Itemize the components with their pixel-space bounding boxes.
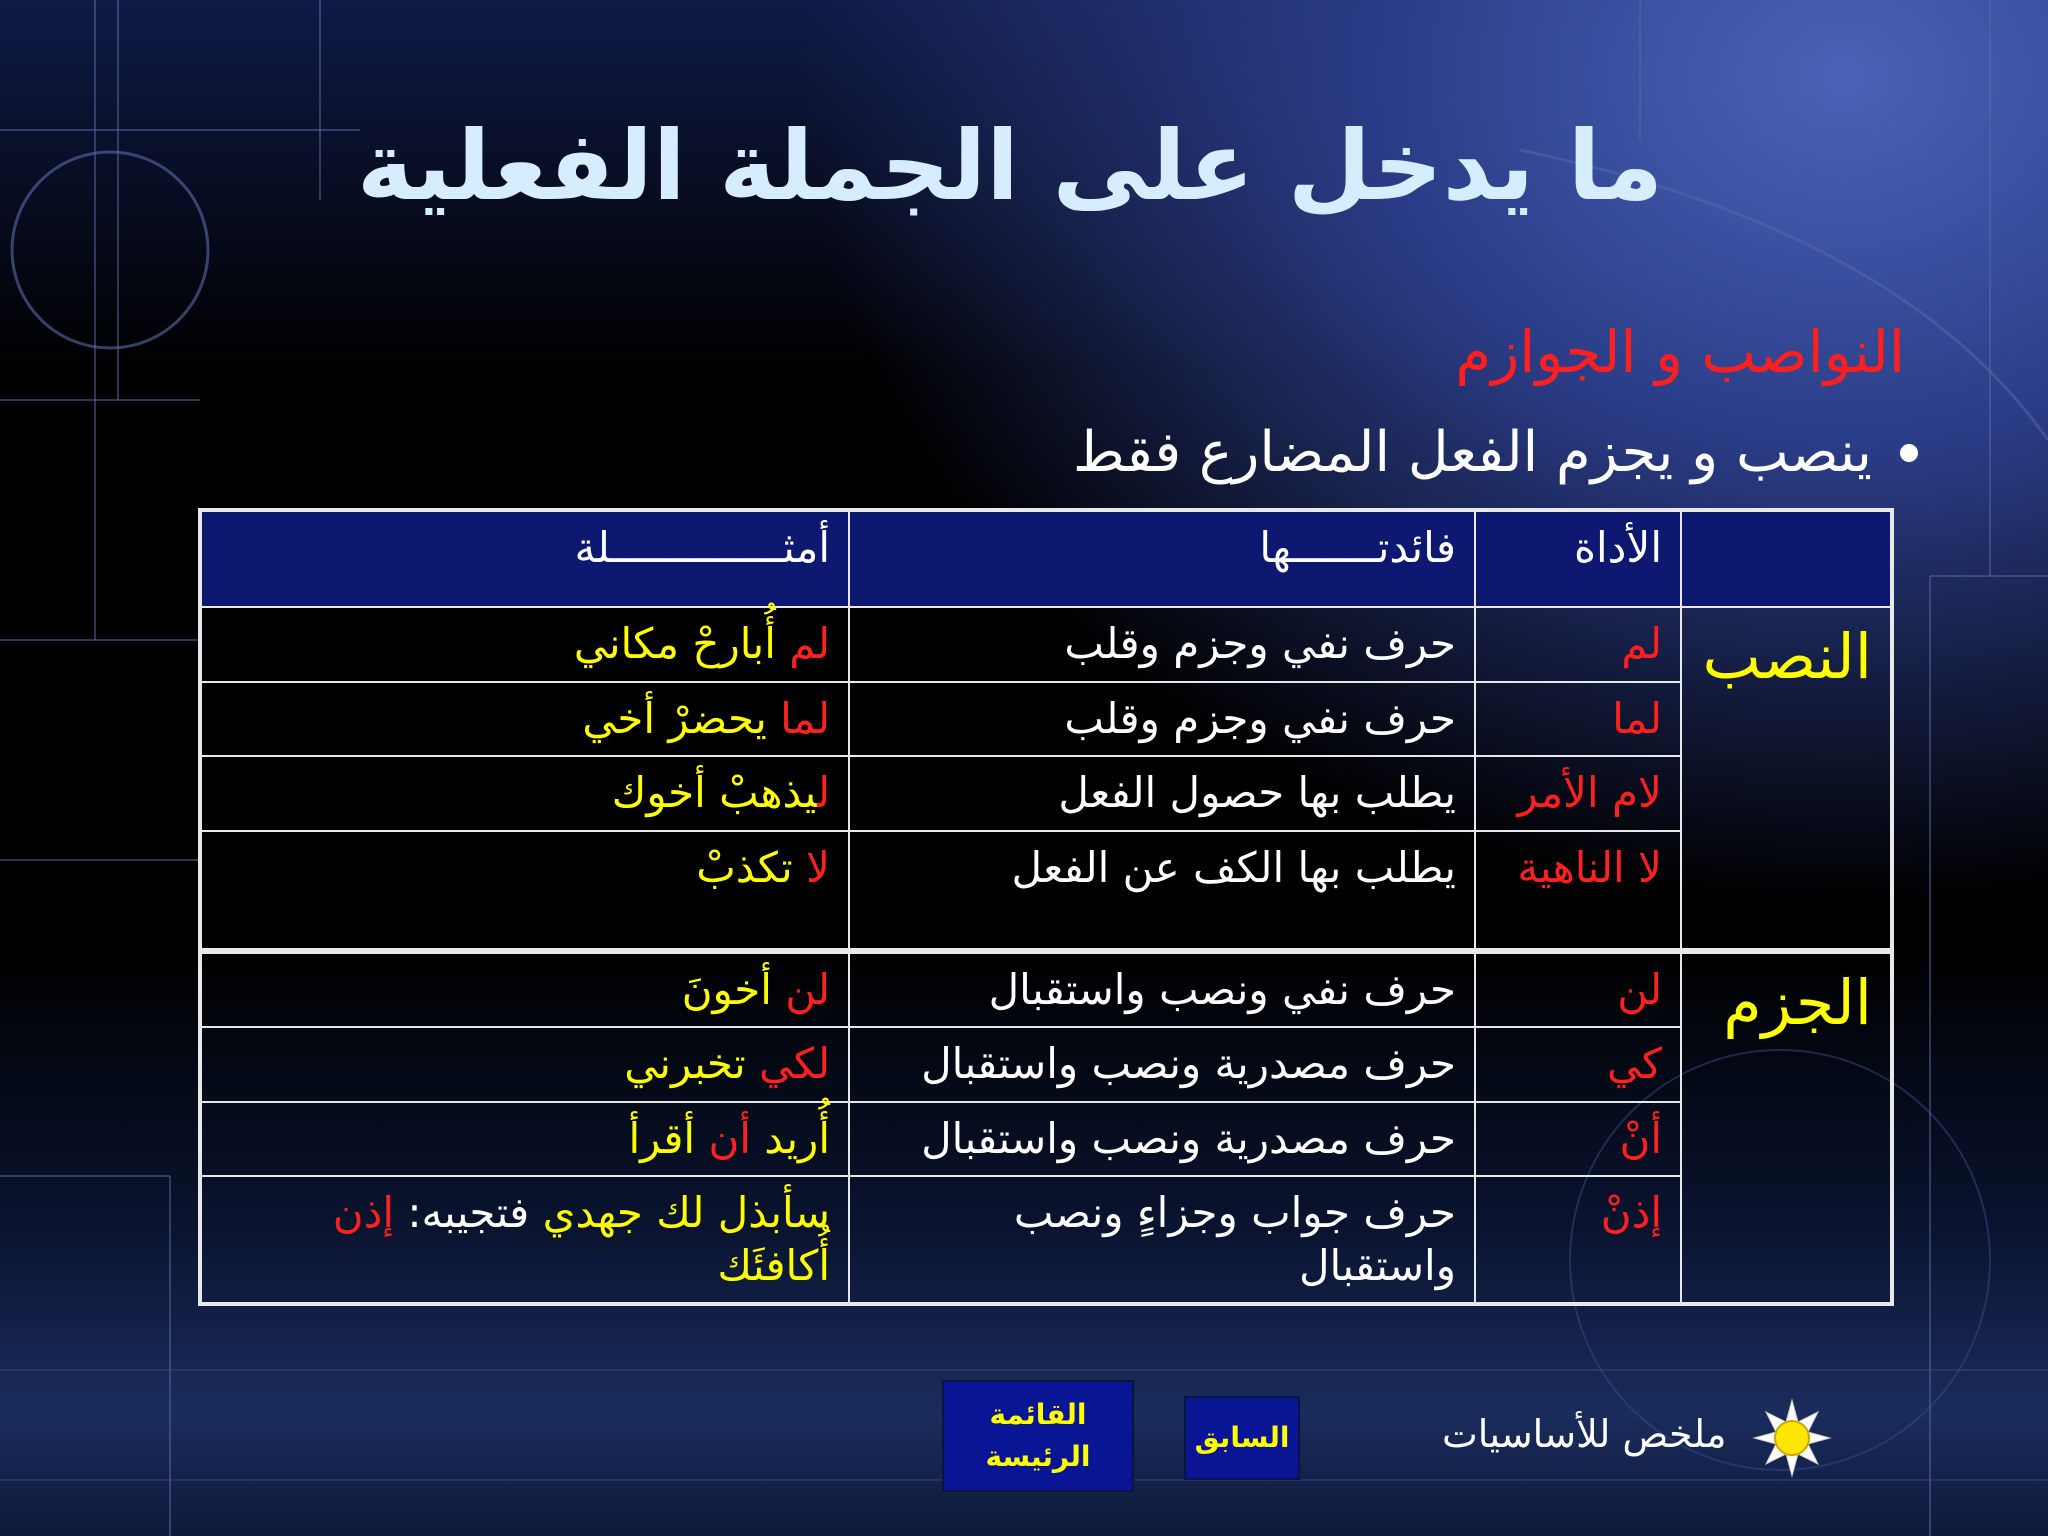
benefit-cell: حرف مصدرية ونصب واستقبال bbox=[849, 1102, 1475, 1177]
tool-cell: لام الأمر bbox=[1475, 756, 1681, 831]
benefit-cell: يطلب بها حصول الفعل bbox=[849, 756, 1475, 831]
benefit-cell: حرف نفي وجزم وقلب bbox=[849, 607, 1475, 682]
example-prefix: أُريد bbox=[750, 1113, 830, 1163]
group-label-nasb: النصب bbox=[1681, 607, 1892, 951]
bullet-point bbox=[1073, 420, 1918, 485]
example-cell bbox=[200, 756, 849, 831]
table-row bbox=[200, 607, 1892, 682]
table-row bbox=[200, 831, 1892, 951]
table-row bbox=[200, 1176, 1892, 1304]
example-particle: إذن bbox=[332, 1188, 395, 1237]
example-particle: لن bbox=[785, 964, 830, 1014]
example-cell bbox=[200, 1027, 849, 1102]
example-text: يذهبْ أخوك bbox=[611, 768, 818, 817]
header-benefit: فائدتـــــــها bbox=[849, 510, 1475, 607]
previous-button[interactable]: السابق bbox=[1184, 1396, 1300, 1480]
benefit-cell: يطلب بها الكف عن الفعل bbox=[849, 831, 1475, 951]
header-tool: الأداة bbox=[1475, 510, 1681, 607]
example-cell bbox=[200, 831, 849, 951]
header-examples: أمثــــــــــــــلة bbox=[200, 510, 849, 607]
example-particle: لا bbox=[806, 842, 830, 892]
example-text-a: سأبذل لك جهدي bbox=[542, 1188, 830, 1237]
example-cell bbox=[200, 607, 849, 682]
example-text: تكذبْ bbox=[696, 842, 807, 892]
example-text: تخبرني bbox=[624, 1039, 759, 1088]
tool-cell: كي bbox=[1475, 1027, 1681, 1102]
table-row bbox=[200, 756, 1892, 831]
table-row bbox=[200, 682, 1892, 757]
tool-cell: لن bbox=[1475, 951, 1681, 1028]
slide-title: ما يدخل على الجملة الفعلية bbox=[356, 110, 1664, 222]
example-particle: أن bbox=[708, 1113, 751, 1163]
example-particle: لم bbox=[789, 619, 830, 668]
example-particle: ل bbox=[817, 768, 830, 817]
bullet-text: ينصب و يجزم الفعل المضارع فقط bbox=[1072, 420, 1872, 485]
bullet-dot-icon bbox=[1900, 444, 1918, 462]
table-row bbox=[200, 1027, 1892, 1102]
tool-cell: أنْ bbox=[1475, 1102, 1681, 1177]
benefit-cell: حرف مصدرية ونصب واستقبال bbox=[849, 1027, 1475, 1102]
summary-link[interactable]: ملخص للأساسيات bbox=[1442, 1412, 1727, 1456]
tool-cell: إذنْ bbox=[1475, 1176, 1681, 1304]
example-text: أُبارحْ مكاني bbox=[573, 619, 790, 668]
table-header-row bbox=[200, 510, 1892, 607]
example-particle: لما bbox=[780, 693, 830, 743]
group-label-jazm: الجزم bbox=[1681, 951, 1892, 1305]
grammar-table bbox=[198, 508, 1894, 1306]
example-text: يحضرْ أخي bbox=[582, 693, 781, 743]
example-particle: لكي bbox=[759, 1039, 830, 1088]
benefit-cell: حرف نفي ونصب واستقبال bbox=[849, 951, 1475, 1028]
example-connector: فتجيبه: bbox=[394, 1188, 543, 1237]
example-text: أقرأ bbox=[628, 1113, 709, 1163]
example-text: أخونَ bbox=[681, 964, 786, 1014]
sun-icon[interactable] bbox=[1752, 1398, 1832, 1478]
benefit-cell: حرف نفي وجزم وقلب bbox=[849, 682, 1475, 757]
example-cell bbox=[200, 951, 849, 1028]
example-cell bbox=[200, 1176, 849, 1304]
tool-cell: لا الناهية bbox=[1475, 831, 1681, 951]
tool-cell: لما bbox=[1475, 682, 1681, 757]
header-group bbox=[1681, 510, 1892, 607]
main-menu-button[interactable]: القائمة الرئيسة bbox=[942, 1380, 1134, 1492]
table-row bbox=[200, 951, 1892, 1028]
benefit-cell: حرف جواب وجزاءٍ ونصب واستقبال bbox=[849, 1176, 1475, 1304]
tool-cell: لم bbox=[1475, 607, 1681, 682]
example-cell bbox=[200, 682, 849, 757]
example-text: أُكافئَك bbox=[717, 1240, 830, 1290]
example-cell bbox=[200, 1102, 849, 1177]
table-row bbox=[200, 1102, 1892, 1177]
subheading: النواصب و الجوازم bbox=[1455, 318, 1905, 386]
